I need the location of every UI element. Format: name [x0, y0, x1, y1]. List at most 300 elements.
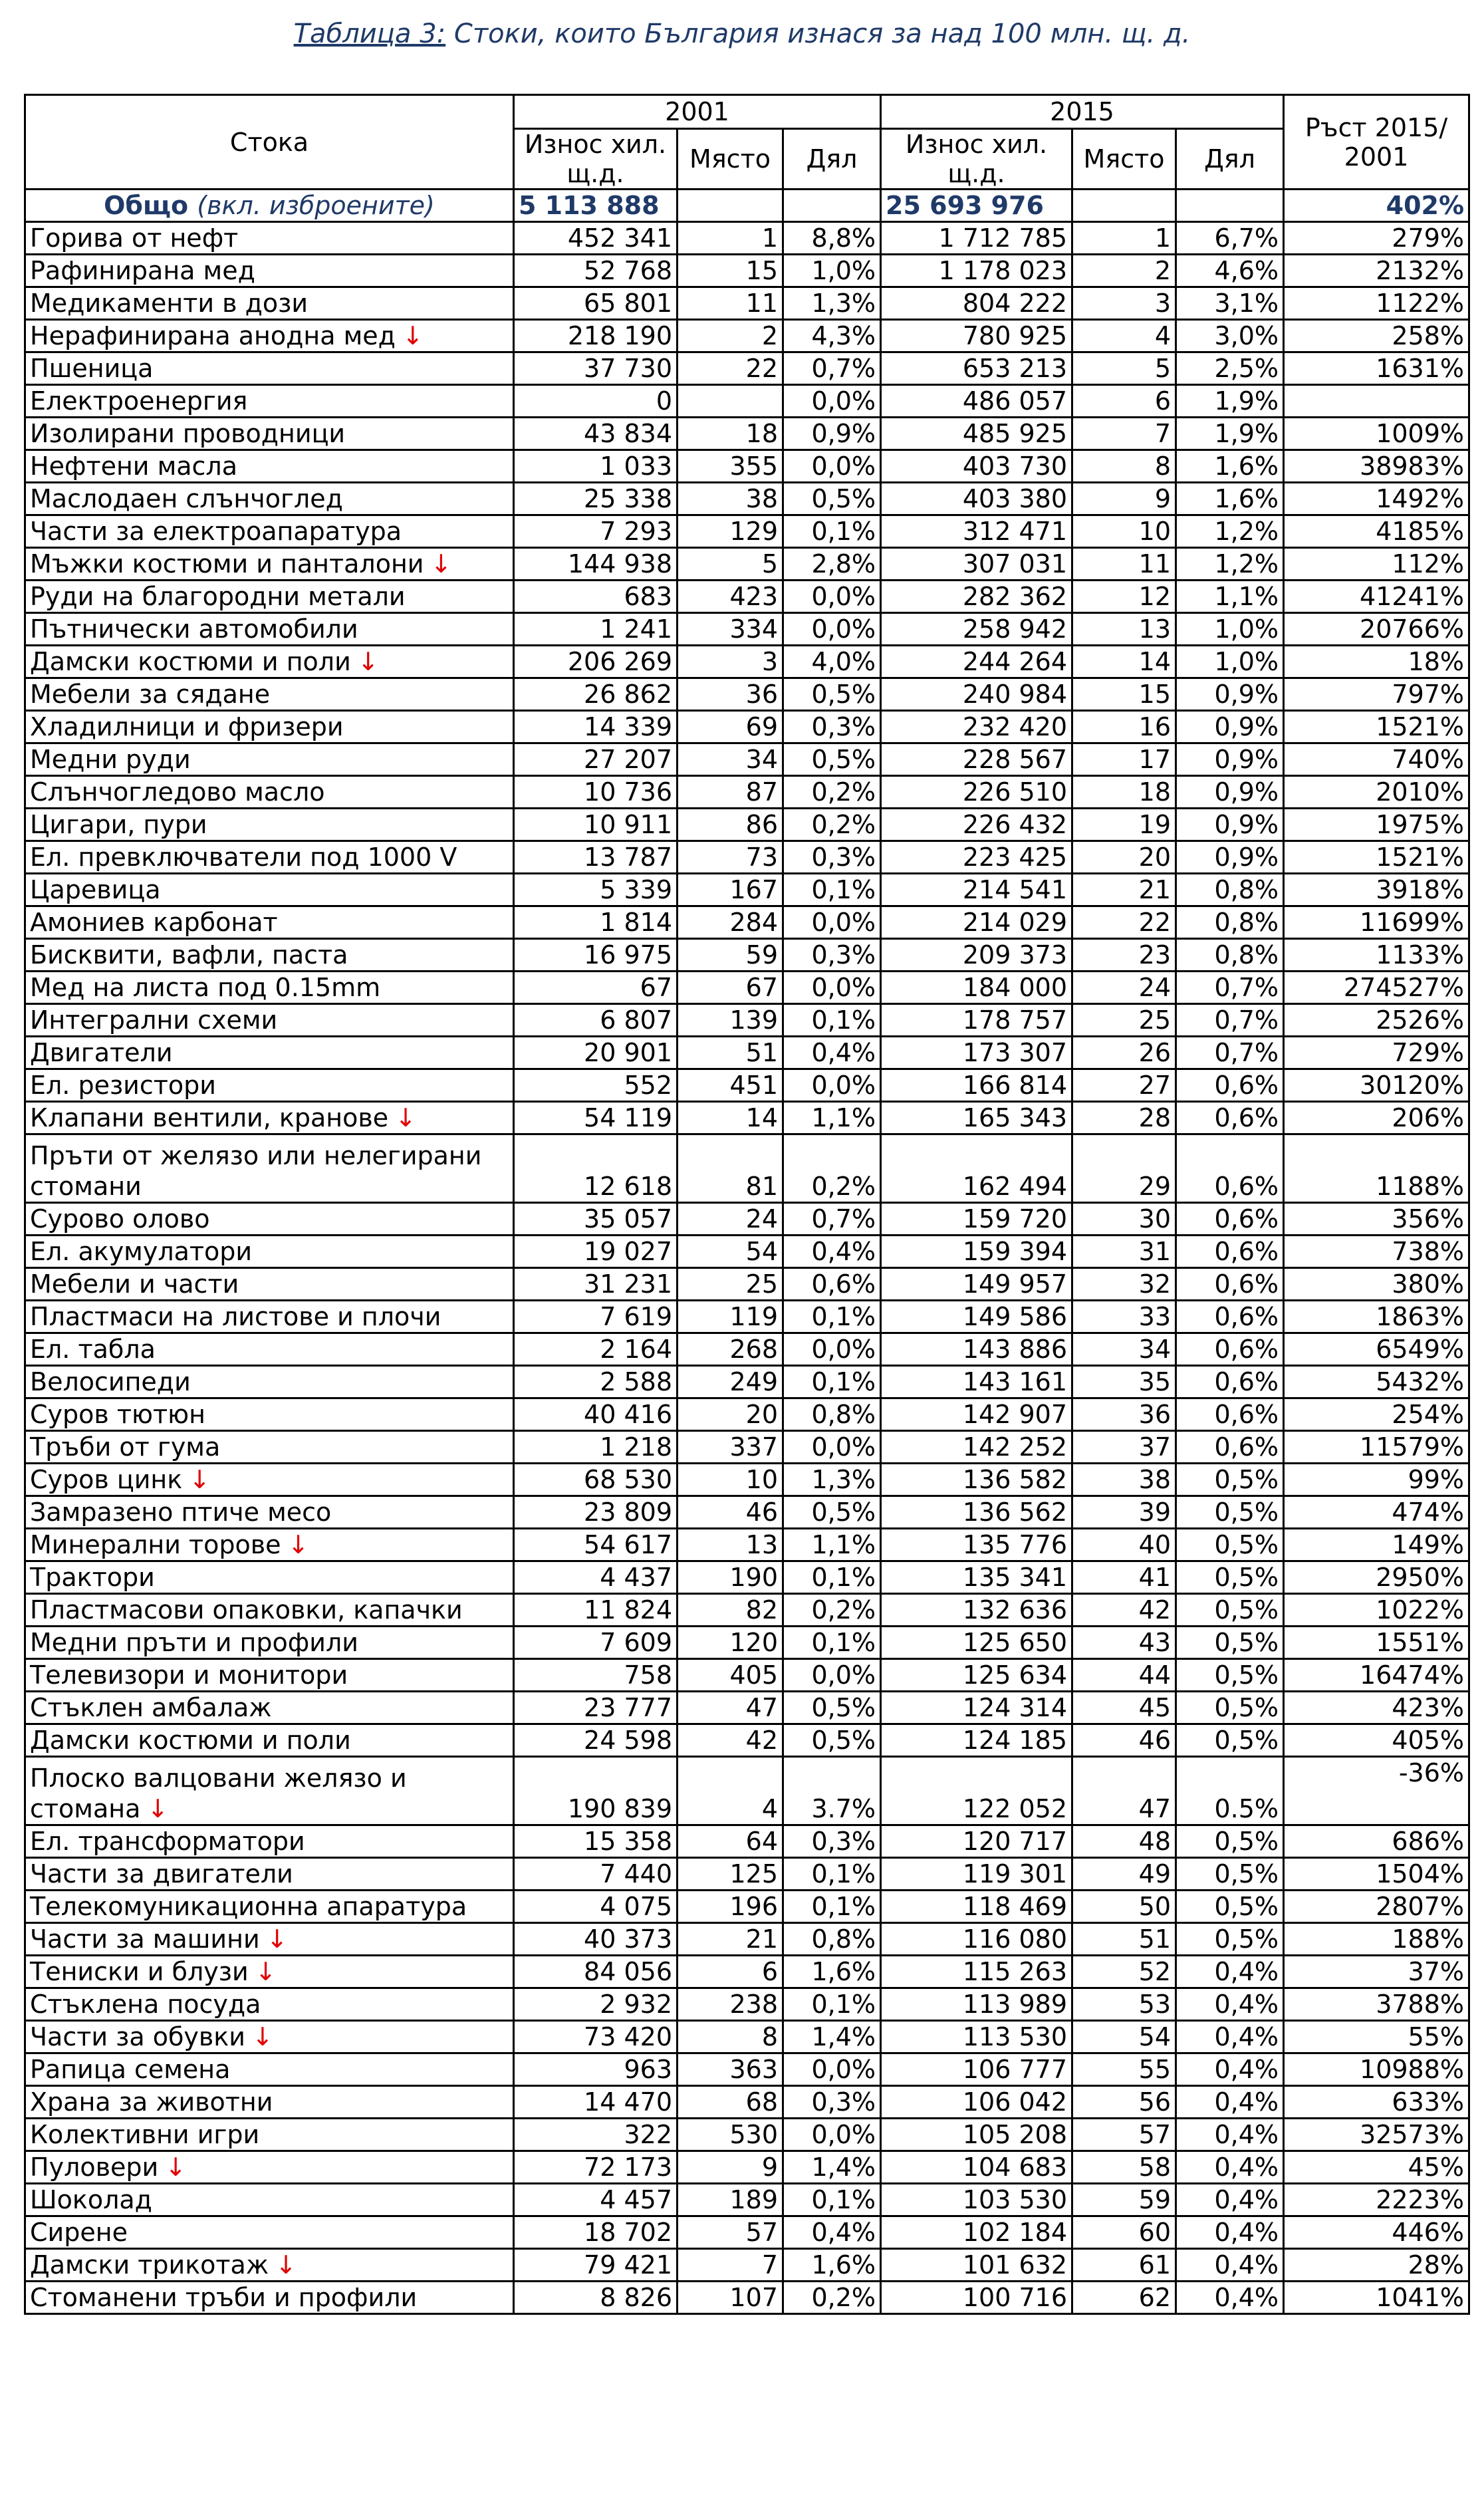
- commodity-name: Руди на благородни метали: [30, 582, 406, 611]
- total-export-2001: 5 113 888: [514, 190, 678, 222]
- commodity-cell: [25, 743, 514, 776]
- export-2001-cell: 1 814: [514, 906, 678, 939]
- rank-2015-cell: 34: [1072, 1333, 1176, 1366]
- share-2015-cell: 0,4%: [1176, 2249, 1284, 2282]
- rank-2015-cell: 4: [1072, 320, 1176, 352]
- share-2015-cell: 1,9%: [1176, 418, 1284, 450]
- commodity-name: Мед на листа под 0.15mm: [30, 973, 381, 1002]
- down-arrow-icon: ↓: [165, 2153, 187, 2182]
- share-2015-cell: 0,8%: [1176, 874, 1284, 906]
- export-2001-cell: 6 807: [514, 1004, 678, 1037]
- rank-2015-cell: 54: [1072, 2021, 1176, 2053]
- commodity-name: Електроенергия: [30, 386, 248, 416]
- total-label: [25, 190, 514, 222]
- rank-2001-cell: 119: [678, 1301, 783, 1333]
- rank-2001-cell: 82: [678, 1594, 783, 1627]
- table-row: [25, 483, 1469, 515]
- commodity-cell: [25, 581, 514, 613]
- commodity-cell: [25, 2216, 514, 2249]
- rank-2015-cell: 62: [1072, 2282, 1176, 2314]
- table-row: [25, 385, 1469, 418]
- export-2001-cell: 0: [514, 385, 678, 418]
- growth-cell: 37%: [1284, 1956, 1469, 1988]
- rank-2015-cell: 24: [1072, 972, 1176, 1004]
- commodity-name: Пръти от желязо или нелегирани стомани: [30, 1141, 482, 1201]
- export-2015-cell: 162 494: [881, 1134, 1072, 1203]
- export-2015-cell: 106 042: [881, 2086, 1072, 2119]
- commodity-cell: [25, 320, 514, 352]
- share-2015-cell: 2,5%: [1176, 352, 1284, 385]
- export-2001-cell: 16 975: [514, 939, 678, 972]
- export-2015-cell: 136 582: [881, 1464, 1072, 1496]
- share-2015-cell: 0,7%: [1176, 1037, 1284, 1069]
- share-2001-cell: 0,1%: [783, 515, 881, 548]
- share-2015-cell: 0,4%: [1176, 2282, 1284, 2314]
- commodity-name: Рапица семена: [30, 2055, 231, 2084]
- commodity-name: Нерафинирана анодна мед: [30, 321, 396, 350]
- commodity-name: Шоколад: [30, 2185, 152, 2214]
- commodity-name: Минерални торове: [30, 1530, 281, 1559]
- rank-2001-cell: 64: [678, 1825, 783, 1858]
- share-2001-cell: 0,5%: [783, 743, 881, 776]
- export-2015-cell: 223 425: [881, 841, 1072, 874]
- commodity-name: Амониев карбонат: [30, 908, 278, 937]
- share-2001-cell: 4,0%: [783, 646, 881, 678]
- share-2001-cell: 0,0%: [783, 385, 881, 418]
- table-row: [25, 1692, 1469, 1724]
- export-2015-cell: 149 586: [881, 1301, 1072, 1333]
- table-row: [25, 1398, 1469, 1431]
- growth-cell: 405%: [1284, 1724, 1469, 1757]
- share-2001-cell: 0,0%: [783, 2053, 881, 2086]
- down-arrow-icon: ↓: [357, 647, 379, 676]
- rank-2015-cell: 8: [1072, 450, 1176, 483]
- commodity-cell: [25, 841, 514, 874]
- rank-2001-cell: 189: [678, 2184, 783, 2216]
- rank-2015-cell: 12: [1072, 581, 1176, 613]
- export-2015-cell: 103 530: [881, 2184, 1072, 2216]
- share-2001-cell: 3.7%: [783, 1757, 881, 1825]
- commodity-cell: [25, 1858, 514, 1891]
- table-row: [25, 1627, 1469, 1659]
- export-2015-cell: 115 263: [881, 1956, 1072, 1988]
- share-2015-cell: 0,5%: [1176, 1692, 1284, 1724]
- table-row: [25, 352, 1469, 385]
- growth-cell: [1284, 385, 1469, 418]
- share-2001-cell: 0,0%: [783, 2119, 881, 2151]
- commodity-cell: [25, 548, 514, 581]
- table-row: [25, 1858, 1469, 1891]
- share-2001-cell: 2,8%: [783, 548, 881, 581]
- share-2001-cell: 0,2%: [783, 1594, 881, 1627]
- commodity-name: Интегрални схеми: [30, 1005, 278, 1035]
- commodity-cell: [25, 1398, 514, 1431]
- rank-2001-cell: 7: [678, 2249, 783, 2282]
- export-2015-cell: 142 907: [881, 1398, 1072, 1431]
- share-2015-cell: 0,5%: [1176, 1891, 1284, 1923]
- export-2015-cell: 226 510: [881, 776, 1072, 809]
- share-2015-cell: 0,9%: [1176, 809, 1284, 841]
- rank-2001-cell: 3: [678, 646, 783, 678]
- commodity-name: Изолирани проводници: [30, 419, 346, 448]
- share-2001-cell: 0,0%: [783, 1659, 881, 1692]
- commodity-cell: [25, 1724, 514, 1757]
- rank-2015-cell: 60: [1072, 2216, 1176, 2249]
- share-2015-cell: 0,5%: [1176, 1858, 1284, 1891]
- table-row: [25, 1037, 1469, 1069]
- rank-2015-cell: 29: [1072, 1134, 1176, 1203]
- export-2015-cell: 102 184: [881, 2216, 1072, 2249]
- export-2015-cell: 166 814: [881, 1069, 1072, 1102]
- table-row: [25, 1236, 1469, 1268]
- commodity-name: Маслодаен слънчоглед: [30, 484, 343, 513]
- rank-2001-cell: 167: [678, 874, 783, 906]
- down-arrow-icon: ↓: [147, 1794, 169, 1823]
- share-2001-cell: 0,7%: [783, 352, 881, 385]
- export-2015-cell: 258 942: [881, 613, 1072, 646]
- export-2001-cell: 5 339: [514, 874, 678, 906]
- total-share-2001: [783, 190, 881, 222]
- commodity-name: Мебели и части: [30, 1269, 239, 1299]
- commodity-cell: [25, 1069, 514, 1102]
- commodity-cell: [25, 711, 514, 743]
- table-row: [25, 1268, 1469, 1301]
- table-row: [25, 2021, 1469, 2053]
- table-row: [25, 548, 1469, 581]
- rank-2015-cell: 36: [1072, 1398, 1176, 1431]
- rank-2015-cell: 41: [1072, 1561, 1176, 1594]
- share-2001-cell: 0,8%: [783, 1923, 881, 1956]
- share-2001-cell: 0,1%: [783, 1988, 881, 2021]
- export-2001-cell: 2 164: [514, 1333, 678, 1366]
- rank-2001-cell: 22: [678, 352, 783, 385]
- rank-2001-cell: 21: [678, 1923, 783, 1956]
- down-arrow-icon: ↓: [251, 2022, 273, 2051]
- rank-2001-cell: 87: [678, 776, 783, 809]
- share-2001-cell: 0,1%: [783, 1366, 881, 1398]
- share-2001-cell: 1,6%: [783, 1956, 881, 1988]
- growth-cell: 254%: [1284, 1398, 1469, 1431]
- rank-2015-cell: 21: [1072, 874, 1176, 906]
- caption-label: Таблица 3:: [293, 19, 446, 49]
- export-2001-cell: 13 787: [514, 841, 678, 874]
- table-row: [25, 2086, 1469, 2119]
- commodity-cell: [25, 385, 514, 418]
- table-row: [25, 1069, 1469, 1102]
- growth-cell: 446%: [1284, 2216, 1469, 2249]
- rank-2015-cell: 48: [1072, 1825, 1176, 1858]
- share-2015-cell: 4,6%: [1176, 255, 1284, 287]
- share-2015-cell: 0,7%: [1176, 972, 1284, 1004]
- rank-2001-cell: [678, 385, 783, 418]
- commodity-cell: [25, 1692, 514, 1724]
- commodity-cell: [25, 1496, 514, 1529]
- export-2001-cell: 552: [514, 1069, 678, 1102]
- rank-2015-cell: 44: [1072, 1659, 1176, 1692]
- commodity-name: Тениски и блузи: [30, 1957, 249, 1986]
- growth-cell: 474%: [1284, 1496, 1469, 1529]
- commodity-cell: [25, 1627, 514, 1659]
- commodity-cell: [25, 222, 514, 255]
- rank-2015-cell: 16: [1072, 711, 1176, 743]
- share-2015-cell: 0,5%: [1176, 1561, 1284, 1594]
- export-2001-cell: 4 457: [514, 2184, 678, 2216]
- export-2001-cell: 24 598: [514, 1724, 678, 1757]
- share-2001-cell: 1,3%: [783, 287, 881, 320]
- export-2001-cell: 4 075: [514, 1891, 678, 1923]
- share-2001-cell: 0,0%: [783, 1431, 881, 1464]
- commodity-name: Дамски костюми и поли: [30, 647, 351, 676]
- growth-cell: 1041%: [1284, 2282, 1469, 2314]
- share-2001-cell: 0,3%: [783, 841, 881, 874]
- total-export-2015: 25 693 976: [881, 190, 1072, 222]
- export-2001-cell: 190 839: [514, 1757, 678, 1825]
- share-2001-cell: 0,0%: [783, 613, 881, 646]
- table-row: [25, 1102, 1469, 1134]
- share-2001-cell: 0,2%: [783, 809, 881, 841]
- growth-cell: 38983%: [1284, 450, 1469, 483]
- export-2015-cell: 101 632: [881, 2249, 1072, 2282]
- commodity-cell: [25, 939, 514, 972]
- export-2015-cell: 104 683: [881, 2151, 1072, 2184]
- commodity-name: Мъжки костюми и панталони: [30, 549, 424, 579]
- commodity-name: Сирене: [30, 2218, 128, 2247]
- commodity-cell: [25, 1004, 514, 1037]
- share-2015-cell: 0.5%: [1176, 1757, 1284, 1825]
- commodity-cell: [25, 287, 514, 320]
- rank-2001-cell: 46: [678, 1496, 783, 1529]
- rank-2015-cell: 38: [1072, 1464, 1176, 1496]
- commodity-cell: [25, 1301, 514, 1333]
- rank-2001-cell: 36: [678, 678, 783, 711]
- rank-2015-cell: 1: [1072, 222, 1176, 255]
- rank-2015-cell: 51: [1072, 1923, 1176, 1956]
- header-share-2015: Дял: [1176, 129, 1284, 190]
- table-row: [25, 1659, 1469, 1692]
- commodity-cell: [25, 1268, 514, 1301]
- export-2001-cell: 23 777: [514, 1692, 678, 1724]
- growth-cell: 1022%: [1284, 1594, 1469, 1627]
- export-2015-cell: 118 469: [881, 1891, 1072, 1923]
- total-row: [25, 190, 1469, 222]
- table-row: [25, 2151, 1469, 2184]
- commodity-name: Горива от нефт: [30, 223, 239, 253]
- share-2001-cell: 0,3%: [783, 1825, 881, 1858]
- commodity-cell: [25, 1431, 514, 1464]
- commodity-cell: [25, 450, 514, 483]
- growth-cell: 2526%: [1284, 1004, 1469, 1037]
- table-row: [25, 450, 1469, 483]
- table-row: [25, 711, 1469, 743]
- export-2001-cell: 43 834: [514, 418, 678, 450]
- commodity-cell: [25, 613, 514, 646]
- rank-2015-cell: 32: [1072, 1268, 1176, 1301]
- header-growth: Ръст 2015/ 2001: [1284, 95, 1469, 190]
- rank-2015-cell: 23: [1072, 939, 1176, 972]
- commodity-cell: [25, 352, 514, 385]
- growth-cell: 5432%: [1284, 1366, 1469, 1398]
- growth-cell: -36%: [1284, 1757, 1469, 1825]
- share-2001-cell: 0,1%: [783, 1858, 881, 1891]
- commodity-name: Сурово олово: [30, 1204, 210, 1234]
- export-2001-cell: 7 293: [514, 515, 678, 548]
- growth-cell: 2223%: [1284, 2184, 1469, 2216]
- share-2015-cell: 0,6%: [1176, 1203, 1284, 1236]
- export-2015-cell: 780 925: [881, 320, 1072, 352]
- commodity-cell: [25, 1825, 514, 1858]
- share-2001-cell: 0,1%: [783, 1301, 881, 1333]
- share-2001-cell: 0,1%: [783, 874, 881, 906]
- table-row: [25, 2119, 1469, 2151]
- export-2001-cell: 206 269: [514, 646, 678, 678]
- table-row: [25, 1366, 1469, 1398]
- share-2015-cell: 0,5%: [1176, 1464, 1284, 1496]
- export-2015-cell: 135 776: [881, 1529, 1072, 1561]
- share-2015-cell: 1,9%: [1176, 385, 1284, 418]
- table-row: [25, 1529, 1469, 1561]
- rank-2015-cell: 56: [1072, 2086, 1176, 2119]
- commodity-cell: [25, 1464, 514, 1496]
- export-2001-cell: 40 416: [514, 1398, 678, 1431]
- commodity-name: Пластмаси на листове и плочи: [30, 1302, 441, 1331]
- rank-2001-cell: 47: [678, 1692, 783, 1724]
- rank-2001-cell: 249: [678, 1366, 783, 1398]
- commodity-cell: [25, 1956, 514, 1988]
- rank-2001-cell: 68: [678, 2086, 783, 2119]
- share-2015-cell: 0,8%: [1176, 906, 1284, 939]
- rank-2015-cell: 26: [1072, 1037, 1176, 1069]
- export-2001-cell: 963: [514, 2053, 678, 2086]
- share-2001-cell: 0,3%: [783, 939, 881, 972]
- export-2001-cell: 14 470: [514, 2086, 678, 2119]
- growth-cell: 30120%: [1284, 1069, 1469, 1102]
- export-2001-cell: 322: [514, 2119, 678, 2151]
- export-2001-cell: 7 440: [514, 1858, 678, 1891]
- commodity-name: Замразено птиче месо: [30, 1498, 332, 1527]
- table-row: [25, 2249, 1469, 2282]
- share-2001-cell: 0,0%: [783, 972, 881, 1004]
- growth-cell: 279%: [1284, 222, 1469, 255]
- down-arrow-icon: ↓: [266, 1924, 288, 1954]
- export-2001-cell: 1 218: [514, 1431, 678, 1464]
- export-2001-cell: 1 241: [514, 613, 678, 646]
- table-row: [25, 1825, 1469, 1858]
- commodity-cell: [25, 1102, 514, 1134]
- commodity-cell: [25, 646, 514, 678]
- growth-cell: 686%: [1284, 1825, 1469, 1858]
- rank-2015-cell: 46: [1072, 1724, 1176, 1757]
- export-2001-cell: 14 339: [514, 711, 678, 743]
- table-row: [25, 874, 1469, 906]
- table-row: [25, 2184, 1469, 2216]
- commodity-name: Колективни игри: [30, 2120, 260, 2149]
- share-2001-cell: 0,7%: [783, 1203, 881, 1236]
- commodity-name: Суров цинк: [30, 1465, 183, 1494]
- growth-cell: 11579%: [1284, 1431, 1469, 1464]
- export-2015-cell: 653 213: [881, 352, 1072, 385]
- export-2001-cell: 452 341: [514, 222, 678, 255]
- rank-2015-cell: 9: [1072, 483, 1176, 515]
- down-arrow-icon: ↓: [402, 321, 424, 350]
- header-rank-2015: Място: [1072, 129, 1176, 190]
- growth-cell: 112%: [1284, 548, 1469, 581]
- table-row: [25, 613, 1469, 646]
- commodity-name: Хладилници и фризери: [30, 712, 344, 741]
- commodity-name: Ел. табла: [30, 1335, 156, 1364]
- rank-2001-cell: 24: [678, 1203, 783, 1236]
- commodity-cell: [25, 874, 514, 906]
- rank-2001-cell: 9: [678, 2151, 783, 2184]
- commodity-name: Велосипеди: [30, 1367, 191, 1396]
- export-2015-cell: 228 567: [881, 743, 1072, 776]
- rank-2001-cell: 129: [678, 515, 783, 548]
- exports-table: [24, 94, 1470, 2315]
- growth-cell: 99%: [1284, 1464, 1469, 1496]
- share-2001-cell: 0,2%: [783, 2282, 881, 2314]
- export-2015-cell: 209 373: [881, 939, 1072, 972]
- export-2015-cell: 312 471: [881, 515, 1072, 548]
- growth-cell: 1122%: [1284, 287, 1469, 320]
- total-label-note: (вкл. изброените): [197, 191, 435, 220]
- header-commodity: Стока: [25, 95, 514, 190]
- rank-2001-cell: 42: [678, 1724, 783, 1757]
- share-2001-cell: 0,6%: [783, 1268, 881, 1301]
- commodity-name: Трактори: [30, 1563, 155, 1592]
- growth-cell: 188%: [1284, 1923, 1469, 1956]
- export-2015-cell: 116 080: [881, 1923, 1072, 1956]
- share-2001-cell: 0,0%: [783, 1333, 881, 1366]
- share-2015-cell: 0,4%: [1176, 2053, 1284, 2086]
- share-2015-cell: 0,4%: [1176, 2184, 1284, 2216]
- share-2015-cell: 1,2%: [1176, 548, 1284, 581]
- export-2015-cell: 1 178 023: [881, 255, 1072, 287]
- growth-cell: 41241%: [1284, 581, 1469, 613]
- share-2015-cell: 6,7%: [1176, 222, 1284, 255]
- commodity-name: Ел. резистори: [30, 1071, 216, 1100]
- table-row: [25, 1724, 1469, 1757]
- rank-2015-cell: 53: [1072, 1988, 1176, 2021]
- growth-cell: 18%: [1284, 646, 1469, 678]
- share-2001-cell: 0,0%: [783, 1069, 881, 1102]
- table-row: [25, 515, 1469, 548]
- share-2001-cell: 1,3%: [783, 1464, 881, 1496]
- rank-2001-cell: 5: [678, 548, 783, 581]
- export-2001-cell: 84 056: [514, 1956, 678, 1988]
- commodity-cell: [25, 515, 514, 548]
- share-2015-cell: 0,4%: [1176, 2086, 1284, 2119]
- share-2001-cell: 1,1%: [783, 1102, 881, 1134]
- commodity-name: Слънчогледово масло: [30, 777, 325, 807]
- growth-cell: 1631%: [1284, 352, 1469, 385]
- rank-2015-cell: 17: [1072, 743, 1176, 776]
- share-2015-cell: 0,4%: [1176, 1956, 1284, 1988]
- rank-2015-cell: 30: [1072, 1203, 1176, 1236]
- rank-2015-cell: 49: [1072, 1858, 1176, 1891]
- commodity-name: Ел. трансформатори: [30, 1827, 305, 1856]
- share-2001-cell: 0,4%: [783, 2216, 881, 2249]
- rank-2001-cell: 18: [678, 418, 783, 450]
- growth-cell: 3788%: [1284, 1988, 1469, 2021]
- export-2001-cell: 65 801: [514, 287, 678, 320]
- total-rank-2015: [1072, 190, 1176, 222]
- table-row: [25, 418, 1469, 450]
- rank-2001-cell: 238: [678, 1988, 783, 2021]
- export-2015-cell: 485 925: [881, 418, 1072, 450]
- share-2001-cell: 0,5%: [783, 1496, 881, 1529]
- commodity-name: Пластмасови опаковки, капачки: [30, 1595, 463, 1625]
- share-2015-cell: 0,4%: [1176, 1988, 1284, 2021]
- rank-2015-cell: 11: [1072, 548, 1176, 581]
